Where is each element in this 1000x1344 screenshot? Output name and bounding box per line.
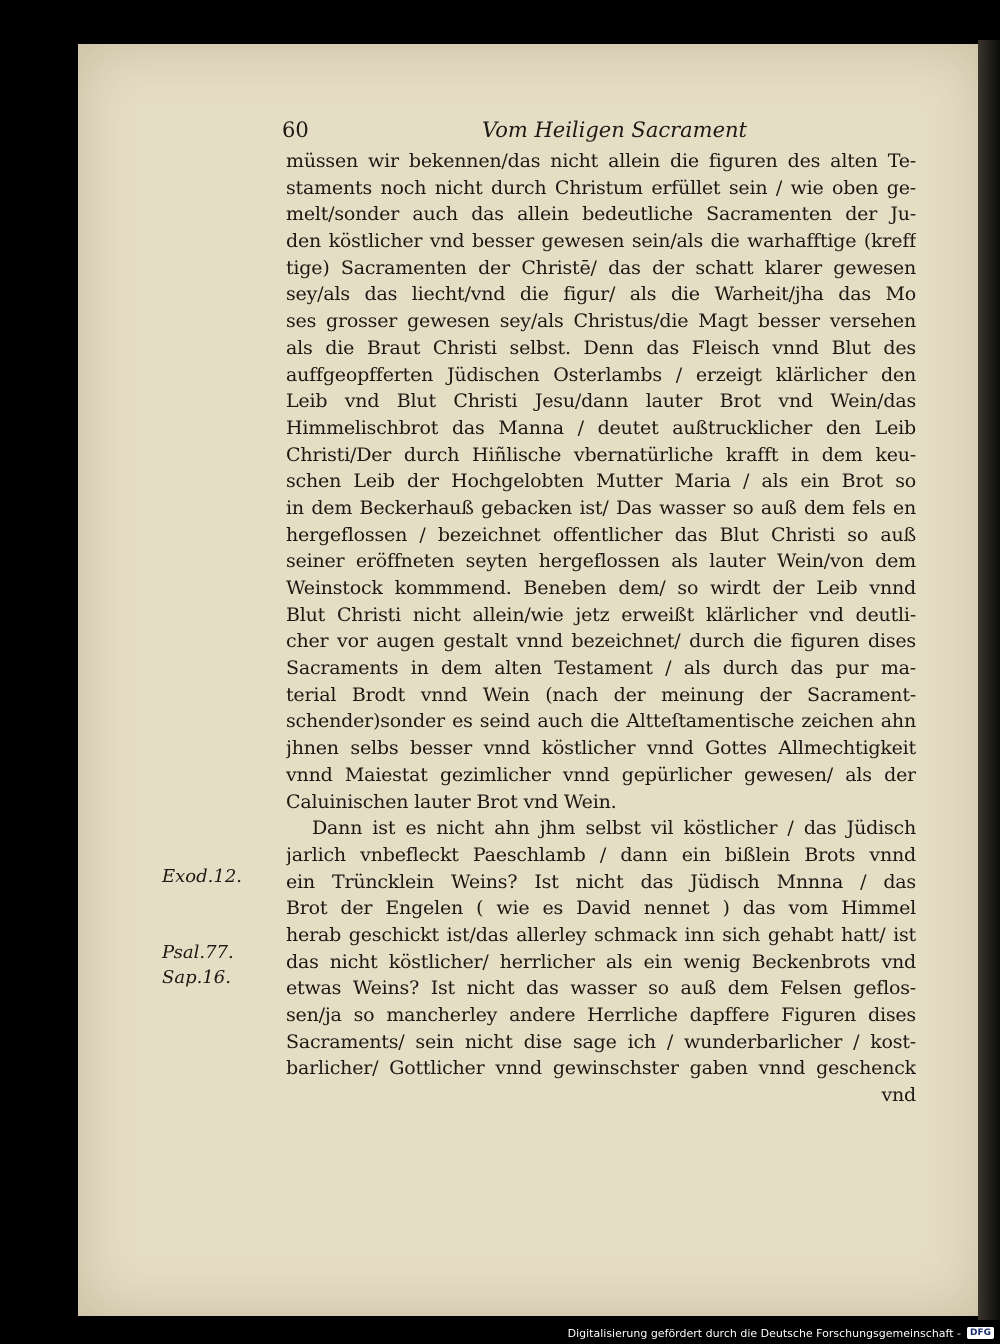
text-line: sey/als das liecht/vnd die figur/ als die Warheit/jha das Mo [286, 283, 916, 306]
text-line: hergeflossen / bezeichnet offentlicher das Blut Christi so auß [286, 523, 916, 546]
page-header [282, 118, 932, 150]
dfg-logo: DFG [967, 1327, 994, 1339]
text-line: Weinstock kommmend. Beneben dem/ so wirdt der Leib vnnd [286, 577, 916, 599]
page-edge-shadow [978, 40, 1000, 1320]
text-line: etwas Weins? Ist nicht das wasser so auß dem Felsen geflos- [286, 977, 916, 1000]
text-line: staments noch nicht durch Christum erfüllet sein / wie oben ge- [286, 176, 916, 199]
text-line: Caluinischen lauter Brot vnd Wein. [286, 790, 617, 813]
footer [567, 1322, 1000, 1344]
text-line: den köstlicher vnd besser gewesen sein/als die warhafftige (kreff [286, 230, 916, 253]
text-line: vnnd Maiestat gezimlicher vnnd gepürlicher gewesen/ als der [286, 763, 916, 786]
text-line: Brot der Engelen ( wie es David nennet ) das vom Himmel [286, 897, 916, 920]
text-line: Sacraments/ sein nicht dise sage ich / wunderbarlicher / kost- [286, 1030, 916, 1053]
page-number: 60 [282, 118, 309, 142]
text-line: das nicht köstlicher/ herrlicher als ein wenig Beckenbrots vnd [286, 950, 916, 973]
text-line: cher vor augen gestalt vnnd bezeichnet/ durch die figuren dises [286, 630, 916, 653]
text-line: Himmelischbrot das Manna / deutet außtrucklicher den Leib [286, 416, 916, 439]
text-line: jarlich vnbefleckt Paeschlamb / dann ein bißlein Brots vnnd [286, 843, 916, 866]
text-line: Sacraments in dem alten Testament / als durch das pur ma- [286, 657, 916, 680]
text-line: ses grosser gewesen sey/als Christus/die Magt besser versehen [286, 310, 916, 333]
margin-note-exod: Exod.12. [162, 866, 242, 887]
text-line: Dann ist es nicht ahn jhm selbst vil köstlicher / das Jüdisch [312, 817, 916, 840]
body-text [286, 148, 916, 1109]
text-line: melt/sonder auch das allein bedeutliche Sacramenten der Ju- [286, 203, 916, 226]
text-line: jhnen selbs besser vnnd köstlicher vnnd Gottes Allmechtigkeit [286, 737, 916, 760]
text-line: ein Trüncklein Weins? Ist nicht das Jüdisch Mnnna / das [286, 870, 916, 893]
catchword: vnd [881, 1084, 916, 1107]
text-line: tige) Sacramenten der Christē/ das der schatt klarer gewesen [286, 256, 916, 279]
text-line: als die Braut Christi selbst. Denn das Fleisch vnnd Blut des [286, 336, 916, 359]
margin-note-psal: Psal.77. [162, 942, 234, 963]
text-line: herab geschickt ist/das allerley schmack inn sich gehabt hatt/ ist [286, 923, 916, 946]
text-line: schen Leib der Hochgelobten Mutter Maria / als ein Brot so [286, 470, 916, 493]
running-title: Vom Heiligen Sacrament [482, 118, 747, 142]
text-line: Blut Christi nicht allein/wie jetz erweißt klärlicher vnd deutli- [286, 603, 916, 626]
text-line: Christi/Der durch Hiñlische vbernatürliche krafft in dem keu- [286, 443, 916, 466]
text-line: seiner eröffneten seyten hergeflossen als lauter Wein/von dem [286, 550, 916, 573]
text-line: terial Brodt vnnd Wein (nach der meinung der Sacrament- [286, 683, 916, 706]
footer-credit: Digitalisierung gefördert durch die Deutsche Forschungsgemeinschaft - [567, 1326, 961, 1340]
text-line: sen/ja so mancherley andere Herrliche dapffere Figuren dises [286, 1004, 916, 1026]
text-line: barlicher/ Gottlicher vnnd gewinschster gaben vnnd geschenck [286, 1057, 916, 1080]
text-line: Leib vnd Blut Christi Jesu/dann lauter Brot vnd Wein/das [286, 390, 916, 413]
text-line: schender)sonder es seind auch die Altteſtamentische zeichen ahn [286, 710, 916, 733]
text-line: in dem Beckerhauß gebacken ist/ Das wasser so auß dem fels en [286, 496, 916, 519]
text-line: müssen wir bekennen/das nicht allein die figuren des alten Te- [286, 150, 916, 172]
text-line: auffgeopfferten Jüdischen Osterlambs / erzeigt klärlicher den [286, 363, 916, 386]
margin-note-sap: Sap.16. [162, 967, 231, 988]
